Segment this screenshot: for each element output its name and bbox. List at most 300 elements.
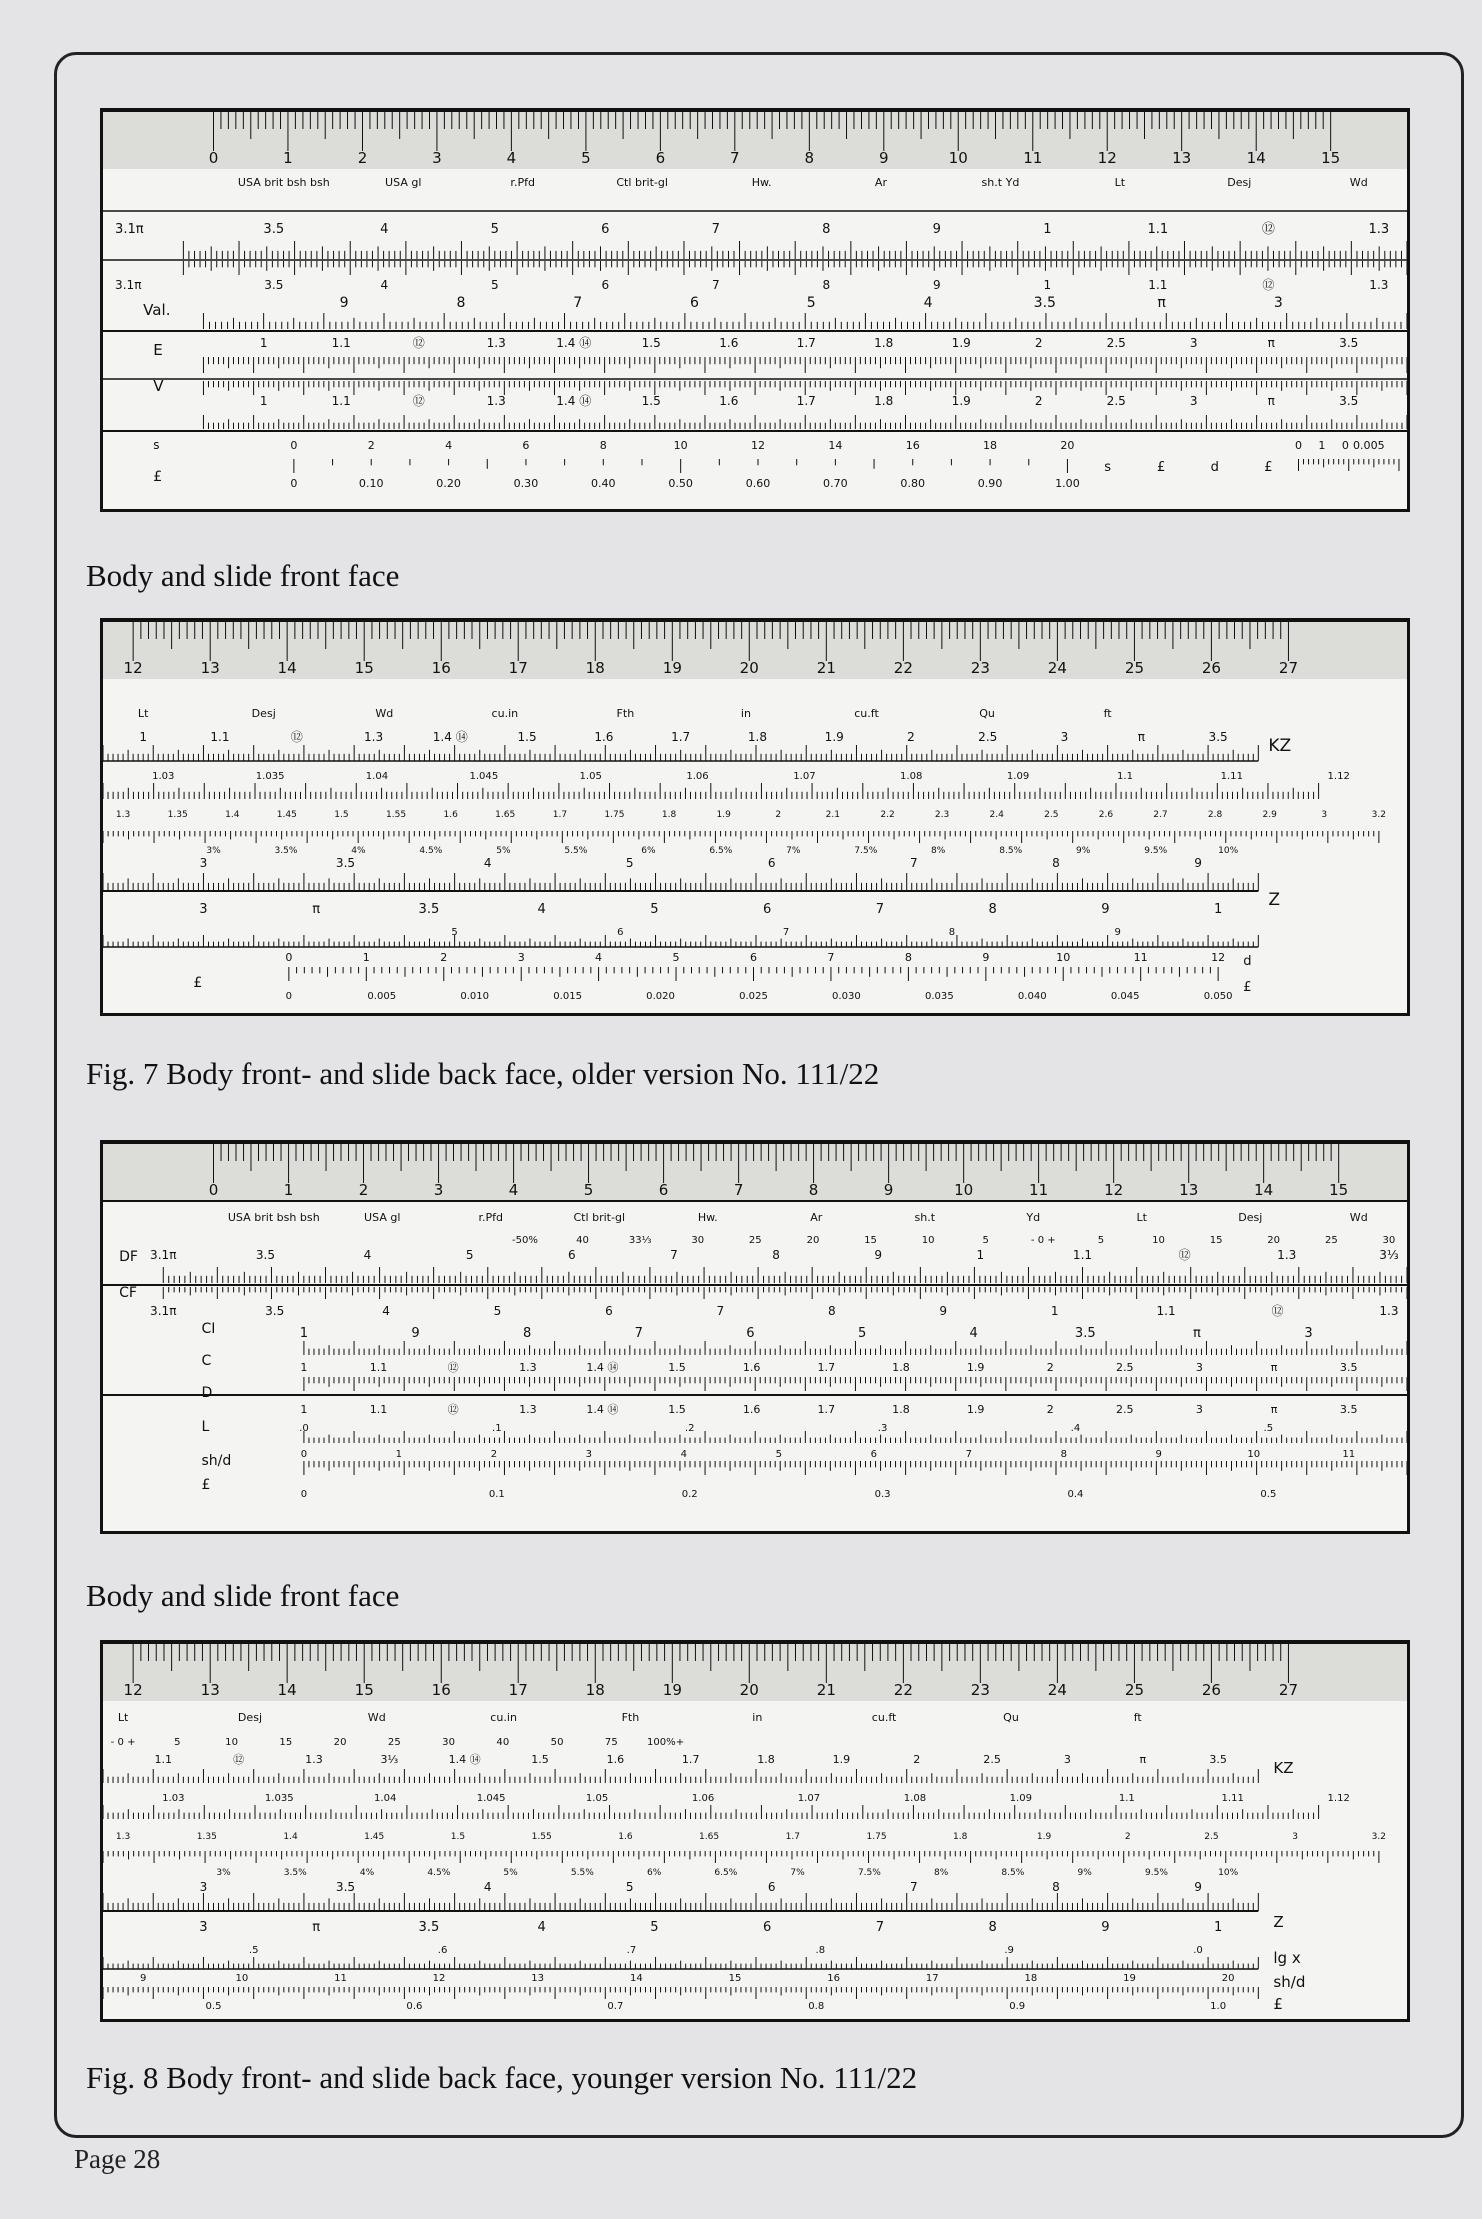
scale-d-values [1295, 439, 1385, 452]
figure8-caption: Fig. 8 Body front- and slide back face, younger version No. 111/22 [86, 2060, 918, 2095]
side-label: £ [1243, 980, 1252, 995]
scale-label: 9 [932, 278, 941, 292]
scale-label: 1.1 [1148, 278, 1168, 292]
scale-label: 1.3 [486, 336, 506, 350]
scale-label: 2.7 [1153, 810, 1168, 820]
scale-label: 0.40 [591, 477, 616, 490]
scale-label: 7 [875, 1920, 885, 1935]
page-number: Page 28 [74, 2144, 161, 2174]
scale-label: cu.in [490, 1711, 517, 1724]
side-label: £ [153, 469, 163, 485]
scale-label: 9 [879, 149, 889, 167]
scale-label: 1.8 [747, 730, 767, 744]
scale-label: Ar [810, 1211, 823, 1224]
scale-label: 4% [359, 1868, 375, 1878]
scale-d [300, 1403, 1357, 1416]
scale-label: 1.9 [951, 336, 971, 350]
scale-label: 10 [948, 149, 968, 167]
scale-label: 9 [982, 951, 990, 964]
scale-label: 2 [1034, 394, 1043, 408]
scale-label: 1.9 [824, 730, 844, 744]
scale-label: 2.9 [1262, 810, 1277, 820]
scale-label: 12 [1211, 951, 1226, 964]
scale-misc-ticks [203, 415, 1407, 429]
scale-label: 5 [806, 295, 816, 311]
scale-label: 2 [367, 439, 375, 452]
scale-label: 19 [1123, 1973, 1136, 1984]
scale-l-ticks [304, 1431, 1407, 1443]
scale-label: 75 [604, 1737, 618, 1748]
scale-label: 15 [354, 659, 374, 677]
scale-label: 1.045 [469, 771, 499, 782]
scale-row-5 [200, 856, 1202, 870]
scale-label: 1.9 [966, 1403, 985, 1416]
scale-label: .1 [492, 1423, 502, 1434]
scale-df [150, 1248, 1399, 1262]
scale-label: 4 [537, 902, 546, 917]
scale-label: 1 [1043, 222, 1052, 237]
scale-label: 3 [1273, 295, 1283, 311]
side-label: Z [1273, 1913, 1284, 1931]
scale-label: 1.1 [369, 1361, 388, 1374]
scale-label: 25 [387, 1737, 401, 1748]
scale-label: Lt [137, 707, 149, 720]
scale-label: 5 [672, 951, 680, 964]
side-label: DF [119, 1249, 138, 1265]
scale-label: 0.030 [832, 991, 861, 1002]
scale-label: 1.65 [495, 810, 516, 820]
scale-label: 0.60 [745, 477, 771, 490]
scale-label: 4 [445, 439, 453, 452]
scale-label: 2.3 [934, 810, 950, 820]
scale-label: 9 [1155, 1449, 1162, 1460]
side-label: KZ [1268, 736, 1292, 756]
scale-label: 1.1 [154, 1753, 173, 1766]
scale-label: 33⅓ [628, 1235, 652, 1246]
scale-label: 8 [1052, 856, 1060, 870]
scale-label: 1.04 [365, 771, 389, 782]
scale-label: 7 [909, 1880, 918, 1894]
scale-label: 1.4 ⑭ [432, 730, 468, 744]
scale-label: 1.6 [719, 394, 739, 408]
scale-label: 3 [517, 951, 525, 964]
scale-lg [249, 1945, 1203, 1956]
scale-label: 25 [1124, 659, 1145, 677]
scale-label: ⑫ [1262, 278, 1275, 292]
scale-label: 0.020 [646, 991, 675, 1002]
scale-label: Lt [1114, 176, 1126, 189]
scale-label: 1.9 [1036, 1832, 1052, 1842]
scale-label: 0 [300, 1449, 308, 1460]
scale-label: 7% [786, 846, 801, 856]
scale-label: ⑫ [447, 1361, 459, 1374]
scale-label: 2 [907, 730, 915, 744]
scale-label: 3.5 [1074, 1326, 1096, 1341]
scale-row-6 [199, 902, 1222, 917]
scale-label: Fth [621, 1711, 640, 1724]
scale-label: 1.35 [167, 810, 188, 820]
scale-label: 1.3 [486, 394, 506, 408]
scale-label: 3.5 [335, 856, 356, 870]
scale-label: 6 [749, 951, 758, 964]
scale-label: 5 [490, 278, 499, 292]
scale-label: 6.5% [714, 1868, 738, 1878]
scale-label: 1.3 [519, 1361, 537, 1374]
scale-label: ⑫ [233, 1753, 245, 1766]
scale-label: 5 [625, 1880, 634, 1894]
scale-label: 10 [225, 1737, 238, 1748]
scale-label: - 0 + [110, 1737, 136, 1748]
scale-label: ⑫ [290, 730, 303, 744]
scale-label: Hw. [697, 1211, 718, 1224]
scale-label: 0 [1294, 439, 1303, 452]
scale-label: π [1157, 295, 1166, 311]
scale-label: 17 [925, 1973, 939, 1984]
scale-label: 3 [1304, 1326, 1313, 1341]
scale-label: 0.80 [900, 477, 926, 490]
scale-label: 6 [601, 222, 610, 237]
scale-label: 8 [772, 1248, 780, 1262]
scale-label: 2 [913, 1753, 921, 1766]
figure7-caption: Fig. 7 Body front- and slide back face, older version No. 111/22 [86, 1056, 880, 1091]
scale-label: 3.5 [1339, 1361, 1358, 1374]
scale-label: 1.1 [210, 730, 230, 744]
scale-label: Wd [1349, 1211, 1368, 1224]
scale-label: in [752, 1711, 763, 1724]
scale-label: sh.t [914, 1211, 936, 1224]
scale-label: 1.03 [162, 1793, 185, 1804]
scale-label: 1 [362, 951, 370, 964]
scale-label: 0.5 [1260, 1489, 1277, 1500]
scale-label: 1 [139, 730, 148, 744]
scale-label: 3 [199, 902, 208, 917]
scale-label: 1.3 [1379, 1304, 1399, 1318]
scale-label: 1.3 [115, 810, 131, 820]
scale-label: Desj [1227, 176, 1252, 189]
scale-label: 3 [199, 1920, 208, 1935]
scale-label: 6 [763, 902, 772, 917]
scale-label: 2 [775, 810, 782, 820]
scale-label: 9 [883, 1181, 894, 1199]
scale-label: USA brit bsh bsh [227, 1211, 320, 1224]
side-label: £ [201, 1477, 211, 1493]
scale-row-4 [206, 846, 1238, 856]
scale-label: 1.6 [443, 810, 458, 820]
scale-label: 1.4 [225, 810, 240, 820]
scale-label: .6 [437, 1945, 448, 1956]
scale-label: 10 [673, 439, 688, 452]
scale-label: 0 [290, 477, 298, 490]
scale-label: 18 [585, 659, 605, 677]
scale-label: 3.5 [418, 1920, 440, 1935]
scale-label: 24 [1047, 659, 1067, 677]
side-label: lg x [1273, 1949, 1301, 1967]
scale-label: 2 [1034, 336, 1043, 350]
scale-label: 7 [909, 856, 918, 870]
scale-label: 1.3 [1368, 222, 1390, 237]
scale-label: π [1193, 1326, 1201, 1341]
scale-label: .9 [1004, 1945, 1014, 1956]
scale-label: 3.2 [1371, 1832, 1387, 1842]
scale-label: USA brit bsh bsh [237, 176, 330, 189]
scale-label: 5 [625, 856, 634, 870]
unit-marks [228, 1211, 1368, 1224]
scale-label: 1.5 [641, 336, 661, 350]
scale-label: Desj [237, 1711, 263, 1724]
scale-label: 0 [208, 1181, 219, 1199]
scale-label: Qu [1003, 1711, 1019, 1724]
scale-label: 0.2 [681, 1489, 698, 1500]
scale-label: 1.75 [866, 1832, 887, 1842]
scale-label: 0.1 [488, 1489, 505, 1500]
scale-label: 1.11 [1221, 1793, 1244, 1804]
scale-row-1-ticks [103, 1769, 1258, 1783]
scale-label: 6 [767, 856, 776, 870]
scale-label: 3.5 [264, 278, 284, 292]
scale-label: Hw. [751, 176, 772, 189]
scale-label: 2.5 [983, 1753, 1001, 1766]
scale-row-2-ticks [103, 783, 1319, 799]
scale-label: 1 [1043, 278, 1052, 292]
side-label: L [201, 1419, 210, 1435]
scale-label: 1.6 [594, 730, 614, 744]
scale-label: Desj [251, 707, 276, 720]
scale-v [260, 394, 1358, 408]
scale-val-ticks [203, 313, 1407, 329]
scale-label: 1.12 [1327, 771, 1350, 782]
scale-c-ticks [304, 1377, 1407, 1391]
scale-ci [300, 1326, 1313, 1341]
scale-label: 20 [806, 1235, 820, 1246]
scale-label: 17 [508, 1681, 528, 1699]
scale-label: 1.3 [363, 730, 384, 744]
side-label: £ [1273, 1995, 1283, 2013]
scale-label: ft [1103, 707, 1112, 720]
scale-label: 6 [568, 1248, 576, 1262]
scale-label: 7 [730, 149, 740, 167]
scale-label: 19 [662, 659, 682, 677]
scale-label: 3 [1292, 1832, 1299, 1842]
scale-label: .0 [1193, 1945, 1203, 1956]
scale-label: 11 [1342, 1449, 1356, 1460]
unit-marks [238, 176, 1368, 189]
scale-label: 8 [822, 222, 831, 237]
scale-label: 9 [1101, 902, 1110, 917]
scale-label: 7 [965, 1449, 972, 1460]
scale-label: 3.5 [335, 1880, 356, 1894]
scale-label: 1.4 ⑭ [448, 1753, 481, 1766]
scale-label: 100%+ [647, 1737, 685, 1748]
side-label: sh/d [1273, 1973, 1306, 1991]
scale-label: r.Pfd [478, 1211, 504, 1224]
scale-label: s [1104, 460, 1112, 475]
scale-label: 5.5% [564, 846, 588, 856]
scale-label: 10 [235, 1973, 249, 1984]
scale-label: .5 [1263, 1423, 1274, 1434]
scale-label: 2.4 [989, 810, 1004, 820]
scale-label: 2.2 [880, 810, 895, 820]
scale-label: 1.55 [531, 1832, 552, 1842]
scale-row-5 [200, 1880, 1202, 1894]
scale-label: 0.025 [739, 991, 768, 1002]
scale-label: 14 [629, 1973, 643, 1984]
scale-row-7-ticks [103, 935, 1258, 947]
scale-label: Fth [616, 707, 635, 720]
scale-label: .0 [299, 1423, 309, 1434]
scale-row-2-ticks [103, 1805, 1319, 1819]
scale-label: 1.8 [757, 1753, 775, 1766]
scale-label: 3.5 [1339, 1403, 1358, 1416]
scale-label: 5 [465, 1248, 474, 1262]
scale-label: 1.0 [1210, 2001, 1227, 2012]
scale-label: 10 [1056, 951, 1071, 964]
scale-label: .3 [877, 1423, 888, 1434]
scale-label: 6% [646, 1868, 662, 1878]
scale-label: π [1267, 336, 1275, 350]
scale-label: 0.010 [460, 991, 490, 1002]
scale-row-3-ticks [103, 831, 1379, 843]
scale-row-1-ticks [103, 745, 1258, 761]
scale-label: 13 [1179, 1181, 1199, 1199]
scale-label: 1.5 [517, 730, 537, 744]
scale-label: 8 [828, 1304, 836, 1318]
scale-label: 1.08 [900, 771, 923, 782]
scale-label: 13 [200, 1681, 220, 1699]
scale-label: 4 [923, 295, 933, 311]
scale-label: 24 [1047, 1681, 1067, 1699]
scale-label: 1.3 [1369, 278, 1389, 292]
scale-label: 16 [431, 659, 451, 677]
scale-label: 3.5 [255, 1248, 276, 1262]
scale-label: 1.5 [641, 394, 661, 408]
slide-rule-drawing [103, 1143, 1407, 1531]
scale-row-1 [154, 1753, 1226, 1766]
scale-label: ⑫ [412, 394, 425, 408]
scale-label: 3⅓ [1379, 1248, 1399, 1262]
scale-e-ticks [203, 357, 1407, 373]
side-label: CI [201, 1321, 216, 1337]
scale-label: 1 [259, 336, 268, 350]
scale-label: 14 [277, 659, 297, 677]
scale-label: 7 [733, 1181, 744, 1199]
scale-label: 1.7 [796, 336, 816, 350]
scale-label: 4 [969, 1326, 978, 1341]
scale-label: 1.05 [579, 771, 602, 782]
scale-label: Qu [979, 707, 995, 720]
scale-label: 3 [199, 856, 208, 870]
scale-label: 14 [1246, 149, 1266, 167]
side-label: V [153, 377, 164, 395]
scale-label: sh.t Yd [981, 176, 1020, 189]
scale-label: 1.1 [331, 394, 351, 408]
scale-label: 1.00 [1055, 477, 1080, 490]
scale-d [285, 951, 1225, 964]
scale-label: cu.ft [854, 707, 879, 720]
scale-label: 2 [357, 149, 368, 167]
unit-marks [118, 1711, 1143, 1724]
side-label: 3.1π [115, 222, 144, 237]
scale-label: 5 [583, 1181, 594, 1199]
scale-label: 4 [363, 1248, 372, 1262]
scale-cf [150, 1304, 1398, 1318]
scale-label: Wd [1349, 176, 1368, 189]
scale-label: π [1139, 1753, 1147, 1766]
scale-row-2 [264, 278, 1388, 292]
scale-label: Ctl brit-gl [616, 176, 668, 189]
scale-label: 1.8 [892, 1361, 910, 1374]
slide-rule-drawing [103, 1643, 1407, 2019]
scale-v-ticks [203, 381, 1407, 395]
scale-cf-ticks [163, 1287, 1407, 1299]
scale-label: 1 [300, 1403, 308, 1416]
scale-label: Yd [1026, 1211, 1041, 1224]
scale-label: 0.005 [1353, 439, 1385, 452]
scale-label: 23 [970, 659, 990, 677]
scale-label: 8 [988, 1920, 997, 1935]
scale-label: 26 [1201, 659, 1221, 677]
scale-label: 20 [739, 659, 759, 677]
scale-label: 1.4 ⑭ [556, 394, 592, 408]
scale-label: 0.5 [205, 2001, 222, 2012]
scale-row-1 [139, 730, 1227, 744]
scale-row-5-ticks [103, 873, 1258, 891]
scale-label: 1.5 [334, 810, 349, 820]
scale-label: 1.7 [552, 810, 568, 820]
scale-label: 17 [508, 659, 528, 677]
scale-label: 1.3 [115, 1832, 131, 1842]
scale-row-6 [199, 1920, 1222, 1935]
scale-label: 0.90 [977, 477, 1003, 490]
scale-label: - 0 + [1030, 1235, 1056, 1246]
scale-label: Lt [117, 1711, 129, 1724]
scale-label: 0.20 [436, 477, 461, 490]
scale-label: 30 [442, 1737, 455, 1748]
scale-label: Wd [375, 707, 394, 720]
scale-label: 1 [299, 1326, 309, 1341]
scale-label: ft [1133, 1711, 1142, 1724]
scale-label: 1.45 [364, 1832, 385, 1842]
scale-label: 3⅓ [380, 1753, 399, 1766]
scale-label: 6 [767, 1880, 776, 1894]
scale-label: 0.045 [1110, 991, 1140, 1002]
scale-label: 22 [893, 1681, 913, 1699]
scale-label: 40 [496, 1737, 510, 1748]
scale-label: 1.75 [604, 810, 625, 820]
scale-label: 2.5 [1106, 336, 1126, 350]
scale-label: 0 [285, 951, 293, 964]
scale-label: 1.5 [531, 1753, 549, 1766]
scale-label: 9 [139, 1973, 147, 1984]
scale-label: 1 [1213, 1920, 1223, 1935]
scale-label: 5 [982, 1235, 989, 1246]
side-label: £ [193, 975, 203, 991]
scale-label: 2.5 [1106, 394, 1126, 408]
scale-row-3-ticks [103, 1851, 1379, 1863]
scale-label: 11 [1029, 1181, 1049, 1199]
scale-label: 4 [595, 951, 603, 964]
scale-label: r.Pfd [510, 176, 536, 189]
scale-label: π [1137, 730, 1146, 744]
scale-label: 3 [433, 1181, 444, 1199]
scale-label: 1 [283, 1181, 294, 1199]
scale-label: 1.035 [255, 771, 285, 782]
scale-label: 8 [904, 951, 912, 964]
scale-shd-ticks [103, 1987, 1258, 1999]
scale-label: 1 [395, 1449, 403, 1460]
scale-label: 7% [790, 1868, 805, 1878]
scale-val [340, 295, 1283, 311]
scale-label: 1.12 [1327, 1793, 1350, 1804]
